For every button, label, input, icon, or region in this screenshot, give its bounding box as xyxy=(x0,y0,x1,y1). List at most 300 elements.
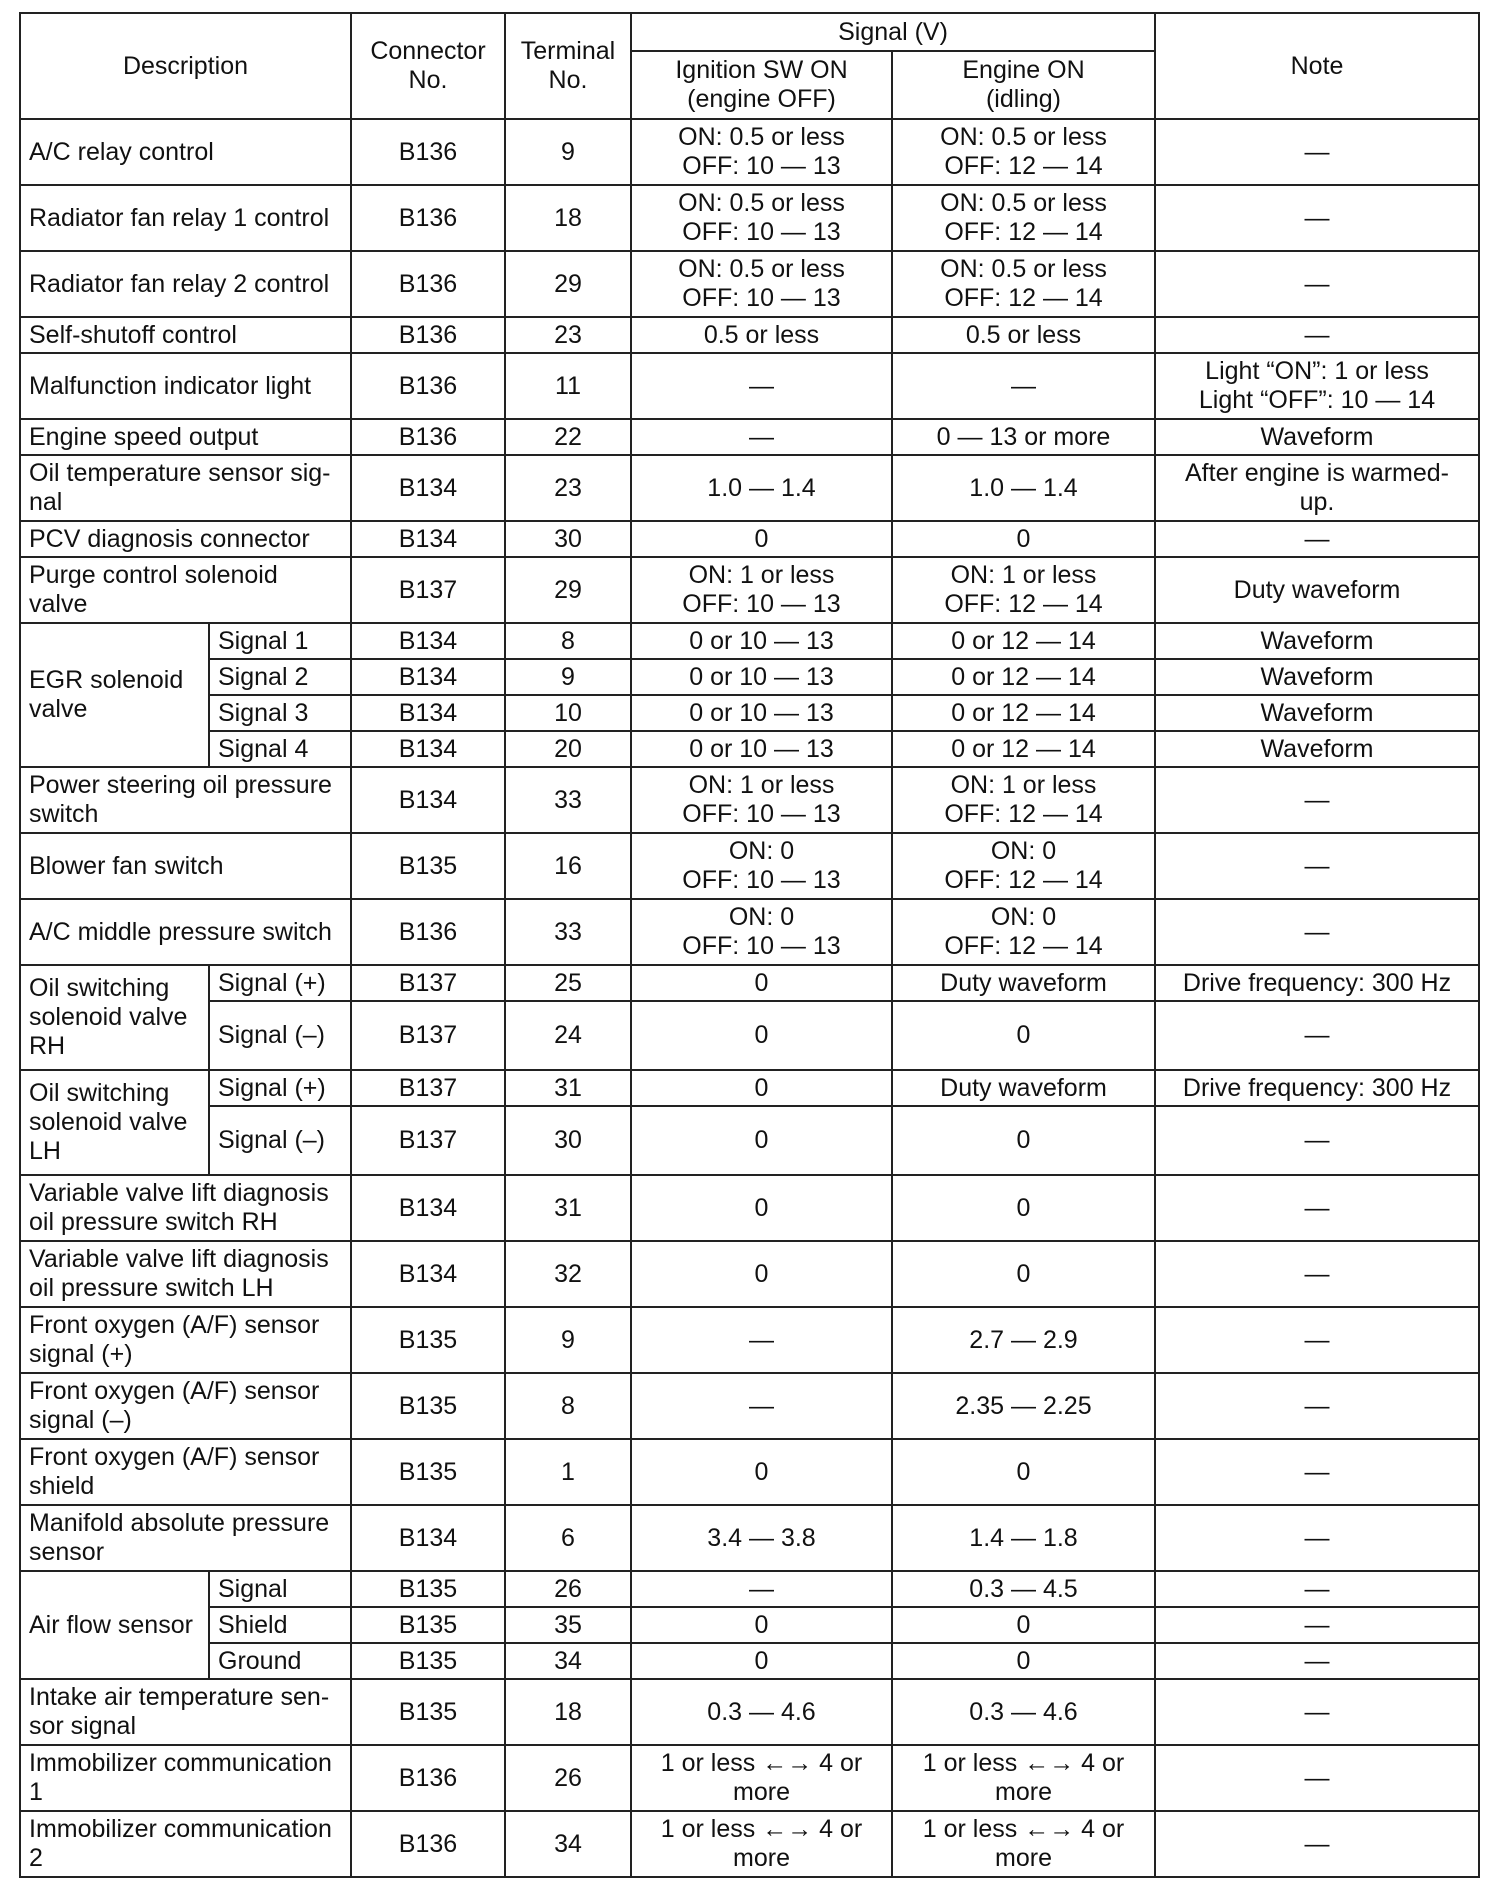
connector-cell-text: B135 xyxy=(398,1391,458,1420)
ignition-on-cell-text: 1.0 — 1.4 xyxy=(707,473,816,502)
note-cell-text: — xyxy=(1304,1829,1330,1858)
terminal-cell xyxy=(505,1505,631,1571)
ignition-on-cell xyxy=(631,1811,892,1877)
note-cell xyxy=(1155,119,1479,185)
ignition-on-cell xyxy=(631,623,892,659)
connector-cell xyxy=(351,1811,505,1877)
description-cell-text: Manifold absolute pressure sensor xyxy=(29,1509,330,1566)
ignition-on-cell xyxy=(631,1070,892,1106)
note-cell xyxy=(1155,899,1479,965)
note-cell-text: — xyxy=(1304,1021,1330,1049)
terminal-cell xyxy=(505,1571,631,1607)
connector-cell xyxy=(351,419,505,455)
terminal-cell xyxy=(505,455,631,521)
ignition-on-cell xyxy=(631,965,892,1001)
note-cell xyxy=(1155,1307,1479,1373)
sub-description-cell-text: Signal 4 xyxy=(218,734,309,763)
table-row xyxy=(20,1607,1479,1643)
terminal-cell xyxy=(505,767,631,833)
note-cell xyxy=(1155,1001,1479,1070)
description-cell xyxy=(20,185,351,251)
terminal-cell xyxy=(505,899,631,965)
terminal-cell xyxy=(505,1307,631,1373)
terminal-cell xyxy=(505,731,631,767)
description-cell-text: Oil temperature sensor sig- nal xyxy=(29,459,331,516)
table-row xyxy=(20,1241,1479,1307)
terminal-cell-text: 33 xyxy=(554,917,582,946)
connector-cell xyxy=(351,455,505,521)
terminal-cell xyxy=(505,1373,631,1439)
terminal-cell xyxy=(505,623,631,659)
connector-cell xyxy=(351,623,505,659)
connector-cell xyxy=(351,353,505,419)
description-cell-text: Engine speed output xyxy=(29,422,259,451)
note-cell-text: Duty waveform xyxy=(1233,575,1401,604)
description-cell-text: Front oxygen (A/F) sensor signal (–) xyxy=(29,1377,320,1434)
engine-on-cell-text: 0.3 — 4.6 xyxy=(969,1697,1078,1726)
table-row xyxy=(20,1571,1479,1607)
connector-cell-text: B135 xyxy=(398,851,458,880)
table-row xyxy=(20,1679,1479,1745)
ignition-on-cell xyxy=(631,1643,892,1679)
engine-on-cell xyxy=(892,1373,1155,1439)
terminal-cell-text: 9 xyxy=(561,1325,575,1354)
table-row xyxy=(20,1373,1479,1439)
terminal-cell xyxy=(505,1439,631,1505)
connector-cell xyxy=(351,251,505,317)
table-body xyxy=(20,119,1479,1877)
note-cell-text: — xyxy=(1304,1574,1330,1603)
note-cell-text: — xyxy=(1304,203,1330,232)
terminal-cell-text: 29 xyxy=(554,269,582,298)
engine-on-cell xyxy=(892,695,1155,731)
note-cell-text: — xyxy=(1304,1325,1330,1354)
connector-cell-text: B135 xyxy=(398,1457,458,1486)
connector-cell xyxy=(351,1643,505,1679)
ignition-on-cell xyxy=(631,1505,892,1571)
terminal-signal-table-page xyxy=(19,12,1480,1878)
connector-cell xyxy=(351,521,505,557)
ignition-on-cell-text: — xyxy=(749,1391,774,1420)
note-cell xyxy=(1155,965,1479,1001)
terminal-cell-text: 29 xyxy=(554,575,582,604)
engine-on-cell xyxy=(892,353,1155,419)
table-row xyxy=(20,623,1479,659)
sub-description-cell-text: Signal (+) xyxy=(218,1073,326,1102)
terminal-cell-text: 9 xyxy=(561,662,575,691)
ignition-on-cell-text: 0 xyxy=(754,1457,769,1486)
engine-on-cell xyxy=(892,1505,1155,1571)
terminal-cell-text: 26 xyxy=(554,1763,582,1792)
engine-on-cell xyxy=(892,521,1155,557)
connector-cell xyxy=(351,1607,505,1643)
ignition-on-cell-text: 0.3 — 4.6 xyxy=(707,1697,816,1726)
note-cell xyxy=(1155,623,1479,659)
description-cell-text: Air flow sensor xyxy=(29,1610,193,1639)
table-row xyxy=(20,185,1479,251)
terminal-cell xyxy=(505,1811,631,1877)
connector-cell xyxy=(351,833,505,899)
sub-description-cell-text: Signal xyxy=(218,1574,288,1603)
description-cell-text: A/C middle pressure switch xyxy=(29,917,332,946)
engine-on-cell-text: 0 xyxy=(1016,1126,1031,1154)
note-cell xyxy=(1155,659,1479,695)
ignition-on-cell xyxy=(631,1745,892,1811)
description-cell xyxy=(20,1373,351,1439)
engine-on-cell-text: 0 xyxy=(1016,1193,1031,1222)
connector-cell-text: B134 xyxy=(398,785,458,814)
terminal-cell xyxy=(505,185,631,251)
ignition-on-cell-text: — xyxy=(749,422,774,451)
description-cell-text: Immobilizer communication 2 xyxy=(29,1815,332,1872)
terminal-cell-text: 30 xyxy=(554,1126,582,1154)
note-cell-text: — xyxy=(1304,269,1330,298)
ignition-on-cell xyxy=(631,185,892,251)
note-cell-text: — xyxy=(1304,1610,1330,1639)
terminal-cell-text: 25 xyxy=(554,968,582,997)
description-cell-text: Immobilizer communication 1 xyxy=(29,1749,332,1806)
description-cell-text: Malfunction indicator light xyxy=(29,371,312,400)
table-row xyxy=(20,1439,1479,1505)
terminal-cell xyxy=(505,119,631,185)
note-cell xyxy=(1155,695,1479,731)
ignition-on-cell xyxy=(631,251,892,317)
terminal-cell-text: 32 xyxy=(554,1259,582,1288)
description-cell xyxy=(20,419,351,455)
terminal-cell xyxy=(505,1679,631,1745)
ignition-on-cell xyxy=(631,557,892,623)
ignition-on-cell xyxy=(631,1607,892,1643)
ignition-on-cell-text: 0 or 10 — 13 xyxy=(689,626,834,655)
connector-cell xyxy=(351,1439,505,1505)
connector-cell xyxy=(351,1571,505,1607)
engine-on-cell xyxy=(892,455,1155,521)
note-cell xyxy=(1155,1175,1479,1241)
connector-cell-text: B137 xyxy=(398,575,458,604)
connector-cell-text: B135 xyxy=(398,1610,458,1639)
ignition-on-cell xyxy=(631,1175,892,1241)
ignition-on-cell-text: — xyxy=(749,1325,774,1354)
note-cell xyxy=(1155,455,1479,521)
connector-cell xyxy=(351,1505,505,1571)
terminal-cell-text: 8 xyxy=(561,626,575,655)
ignition-on-cell-text: ON: 0.5 or less OFF: 10 — 13 xyxy=(678,123,845,180)
terminal-cell xyxy=(505,353,631,419)
description-cell xyxy=(20,251,351,317)
note-cell-text: Waveform xyxy=(1260,626,1374,655)
sub-description-cell xyxy=(209,1643,351,1679)
description-cell-text: Power steering oil pressure switch xyxy=(29,771,332,828)
connector-cell-text: B134 xyxy=(398,473,458,502)
ignition-on-cell-text: 0 xyxy=(754,1646,769,1675)
ignition-on-cell-text: 0 xyxy=(754,1610,769,1639)
description-cell xyxy=(20,317,351,353)
description-cell xyxy=(20,557,351,623)
ignition-on-cell-text: 0 xyxy=(754,968,769,997)
description-cell-text: EGR solenoid valve xyxy=(29,666,184,723)
note-cell xyxy=(1155,1679,1479,1745)
header-note: Note xyxy=(1155,13,1479,119)
ignition-on-cell xyxy=(631,695,892,731)
note-cell-text: — xyxy=(1304,785,1330,814)
engine-on-cell-text: ON: 0 OFF: 12 — 14 xyxy=(944,903,1103,960)
terminal-cell-text: 31 xyxy=(554,1073,582,1102)
terminal-cell xyxy=(505,833,631,899)
terminal-cell-text: 22 xyxy=(554,422,582,451)
engine-on-cell xyxy=(892,659,1155,695)
ignition-on-cell xyxy=(631,659,892,695)
description-cell-text: Variable valve lift diagnosis oil pressure switch LH xyxy=(29,1245,329,1302)
note-cell xyxy=(1155,353,1479,419)
engine-on-cell xyxy=(892,1241,1155,1307)
ignition-on-cell xyxy=(631,1571,892,1607)
sub-description-cell xyxy=(209,731,351,767)
engine-on-cell-text: 1.0 — 1.4 xyxy=(969,473,1078,502)
connector-cell-text: B136 xyxy=(398,203,458,232)
description-cell xyxy=(20,1811,351,1877)
terminal-cell xyxy=(505,1745,631,1811)
note-cell-text: — xyxy=(1304,851,1330,880)
engine-on-cell xyxy=(892,767,1155,833)
terminal-cell-text: 23 xyxy=(554,473,582,502)
table-row xyxy=(20,695,1479,731)
engine-on-cell-text: — xyxy=(1011,371,1036,400)
ignition-on-cell xyxy=(631,1241,892,1307)
ignition-on-cell-text: 0 xyxy=(754,524,769,553)
note-cell-text: Waveform xyxy=(1260,662,1374,691)
description-cell xyxy=(20,767,351,833)
sub-description-cell-text: Signal 1 xyxy=(218,626,309,655)
ignition-on-cell-text: — xyxy=(749,1574,774,1603)
engine-on-cell-text: 0 or 12 — 14 xyxy=(951,626,1096,655)
ignition-on-cell xyxy=(631,521,892,557)
connector-cell xyxy=(351,119,505,185)
sub-description-cell-text: Shield xyxy=(218,1610,288,1639)
description-cell xyxy=(20,1745,351,1811)
table-row xyxy=(20,731,1479,767)
header-signal-group: Signal (V) xyxy=(631,13,1155,51)
note-cell-text: — xyxy=(1304,524,1330,553)
connector-cell xyxy=(351,1373,505,1439)
note-cell xyxy=(1155,1607,1479,1643)
engine-on-cell-text: ON: 0 OFF: 12 — 14 xyxy=(944,837,1103,894)
terminal-cell xyxy=(505,1241,631,1307)
sub-description-cell xyxy=(209,659,351,695)
header-connector: Connector No. xyxy=(351,13,505,119)
terminal-cell xyxy=(505,1001,631,1070)
note-cell-text: Drive frequency: 300 Hz xyxy=(1182,968,1452,997)
engine-on-cell-text: ON: 0.5 or less OFF: 12 — 14 xyxy=(940,123,1107,180)
engine-on-cell-text: ON: 0.5 or less OFF: 12 — 14 xyxy=(940,255,1107,312)
connector-cell-text: B134 xyxy=(398,662,458,691)
note-cell xyxy=(1155,731,1479,767)
header-description: Description xyxy=(20,13,351,119)
engine-on-cell-text: 0 xyxy=(1016,1457,1031,1486)
terminal-cell-text: 16 xyxy=(554,851,582,880)
connector-cell-text: B134 xyxy=(398,698,458,727)
note-cell-text: — xyxy=(1304,1697,1330,1726)
terminal-cell xyxy=(505,251,631,317)
terminal-cell-text: 20 xyxy=(554,734,582,763)
description-cell-text: Oil switching solenoid valve LH xyxy=(29,1079,188,1165)
table-row xyxy=(20,455,1479,521)
ignition-on-cell-text: 0.5 or less xyxy=(703,320,820,349)
terminal-cell-text: 18 xyxy=(554,203,582,232)
ignition-on-cell-text: 0 xyxy=(754,1021,769,1049)
connector-cell xyxy=(351,767,505,833)
connector-cell-text: B137 xyxy=(398,1021,458,1049)
engine-on-cell xyxy=(892,185,1155,251)
terminal-cell xyxy=(505,695,631,731)
connector-cell xyxy=(351,1070,505,1106)
engine-on-cell xyxy=(892,1643,1155,1679)
description-cell-text: A/C relay control xyxy=(29,137,214,166)
description-cell xyxy=(20,1175,351,1241)
table-row xyxy=(20,317,1479,353)
table-row xyxy=(20,1070,1479,1106)
sub-description-cell xyxy=(209,1607,351,1643)
connector-cell-text: B136 xyxy=(398,1763,458,1792)
terminal-cell-text: 8 xyxy=(561,1391,575,1420)
terminal-cell-text: 33 xyxy=(554,785,582,814)
sub-description-cell-text: Signal (–) xyxy=(218,1021,325,1049)
connector-cell xyxy=(351,899,505,965)
engine-on-cell xyxy=(892,419,1155,455)
ignition-on-cell xyxy=(631,1679,892,1745)
engine-on-cell xyxy=(892,1679,1155,1745)
engine-on-cell-text: 0 xyxy=(1016,1021,1031,1049)
description-cell-text: Intake air temperature sen- sor signal xyxy=(29,1683,330,1740)
table-row xyxy=(20,353,1479,419)
table-row xyxy=(20,1175,1479,1241)
description-cell-text: Blower fan switch xyxy=(29,851,224,880)
connector-cell xyxy=(351,185,505,251)
description-cell-text: Front oxygen (A/F) sensor signal (+) xyxy=(29,1311,320,1368)
sub-description-cell-text: Signal 3 xyxy=(218,698,309,727)
description-cell-text: Radiator fan relay 1 control xyxy=(29,203,330,232)
note-cell-text: — xyxy=(1304,1457,1330,1486)
connector-cell xyxy=(351,1745,505,1811)
note-cell xyxy=(1155,1505,1479,1571)
terminal-cell-text: 18 xyxy=(554,1697,582,1726)
connector-cell-text: B137 xyxy=(398,968,458,997)
connector-cell-text: B137 xyxy=(398,1073,458,1102)
engine-on-cell xyxy=(892,1439,1155,1505)
note-cell-text: — xyxy=(1304,1523,1330,1552)
note-cell xyxy=(1155,1106,1479,1175)
engine-on-cell xyxy=(892,1607,1155,1643)
note-cell-text: Drive frequency: 300 Hz xyxy=(1182,1073,1452,1102)
sub-description-cell xyxy=(209,1106,351,1175)
description-cell xyxy=(20,353,351,419)
engine-on-cell xyxy=(892,623,1155,659)
ignition-on-cell-text: 0 or 10 — 13 xyxy=(689,698,834,727)
table-row xyxy=(20,767,1479,833)
engine-on-cell xyxy=(892,1811,1155,1877)
sub-description-cell-text: Ground xyxy=(218,1646,302,1675)
ignition-on-cell-text: 0 xyxy=(754,1259,769,1288)
connector-cell xyxy=(351,1241,505,1307)
table-row xyxy=(20,251,1479,317)
ignition-on-cell-text: 1 or less ←→ 4 or more xyxy=(660,1749,863,1806)
connector-cell-text: B135 xyxy=(398,1325,458,1354)
engine-on-cell-text: 2.35 — 2.25 xyxy=(955,1391,1092,1420)
terminal-cell-text: 11 xyxy=(555,371,581,400)
description-cell-text: PCV diagnosis connector xyxy=(29,524,310,553)
terminal-cell-text: 23 xyxy=(554,320,582,349)
note-cell-text: Waveform xyxy=(1260,734,1374,763)
description-cell xyxy=(20,833,351,899)
engine-on-cell xyxy=(892,1106,1155,1175)
terminal-cell-text: 34 xyxy=(554,1829,582,1858)
ignition-on-cell-text: 0 or 10 — 13 xyxy=(689,734,834,763)
terminal-cell xyxy=(505,1607,631,1643)
engine-on-cell xyxy=(892,1745,1155,1811)
terminal-cell xyxy=(505,521,631,557)
engine-on-cell-text: ON: 1 or less OFF: 12 — 14 xyxy=(944,771,1103,828)
description-cell-text: Radiator fan relay 2 control xyxy=(29,269,330,298)
note-cell-text: After engine is warmed- up. xyxy=(1185,459,1450,516)
terminal-cell-text: 31 xyxy=(554,1193,582,1222)
description-cell xyxy=(20,1307,351,1373)
connector-cell xyxy=(351,659,505,695)
connector-cell-text: B134 xyxy=(398,1193,458,1222)
table-row xyxy=(20,1643,1479,1679)
table-row xyxy=(20,899,1479,965)
note-cell xyxy=(1155,1811,1479,1877)
connector-cell xyxy=(351,965,505,1001)
table-row xyxy=(20,557,1479,623)
description-cell xyxy=(20,119,351,185)
engine-on-cell-text: 0.5 or less xyxy=(965,320,1082,349)
description-cell-text: Front oxygen (A/F) sensor shield xyxy=(29,1443,320,1500)
ignition-on-cell-text: 3.4 — 3.8 xyxy=(707,1523,816,1552)
table-row xyxy=(20,659,1479,695)
description-cell xyxy=(20,1070,209,1175)
terminal-cell xyxy=(505,1106,631,1175)
engine-on-cell-text: ON: 1 or less OFF: 12 — 14 xyxy=(944,561,1103,618)
header-ignition-on: Ignition SW ON (engine OFF) xyxy=(631,51,892,119)
ignition-on-cell xyxy=(631,119,892,185)
terminal-cell-text: 35 xyxy=(554,1610,582,1639)
engine-on-cell xyxy=(892,899,1155,965)
ignition-on-cell xyxy=(631,1373,892,1439)
ignition-on-cell xyxy=(631,899,892,965)
connector-cell xyxy=(351,1307,505,1373)
connector-cell xyxy=(351,317,505,353)
connector-cell-text: B134 xyxy=(398,1523,458,1552)
ignition-on-cell-text: 0 xyxy=(754,1073,769,1102)
engine-on-cell-text: ON: 0.5 or less OFF: 12 — 14 xyxy=(940,189,1107,246)
terminal-cell-text: 26 xyxy=(554,1574,582,1603)
engine-on-cell-text: 0 xyxy=(1016,524,1031,553)
description-cell-text: Purge control solenoid valve xyxy=(29,561,278,618)
note-cell-text: Waveform xyxy=(1260,698,1374,727)
connector-cell xyxy=(351,731,505,767)
connector-cell-text: B134 xyxy=(398,734,458,763)
ignition-on-cell xyxy=(631,455,892,521)
ecm-terminal-table xyxy=(19,12,1480,1878)
description-cell xyxy=(20,1505,351,1571)
description-cell xyxy=(20,521,351,557)
note-cell-text: — xyxy=(1304,1126,1330,1154)
connector-cell xyxy=(351,695,505,731)
engine-on-cell-text: 0 — 13 or more xyxy=(936,422,1111,451)
ignition-on-cell xyxy=(631,317,892,353)
connector-cell-text: B135 xyxy=(398,1574,458,1603)
description-cell xyxy=(20,455,351,521)
ignition-on-cell-text: ON: 1 or less OFF: 10 — 13 xyxy=(682,771,841,828)
